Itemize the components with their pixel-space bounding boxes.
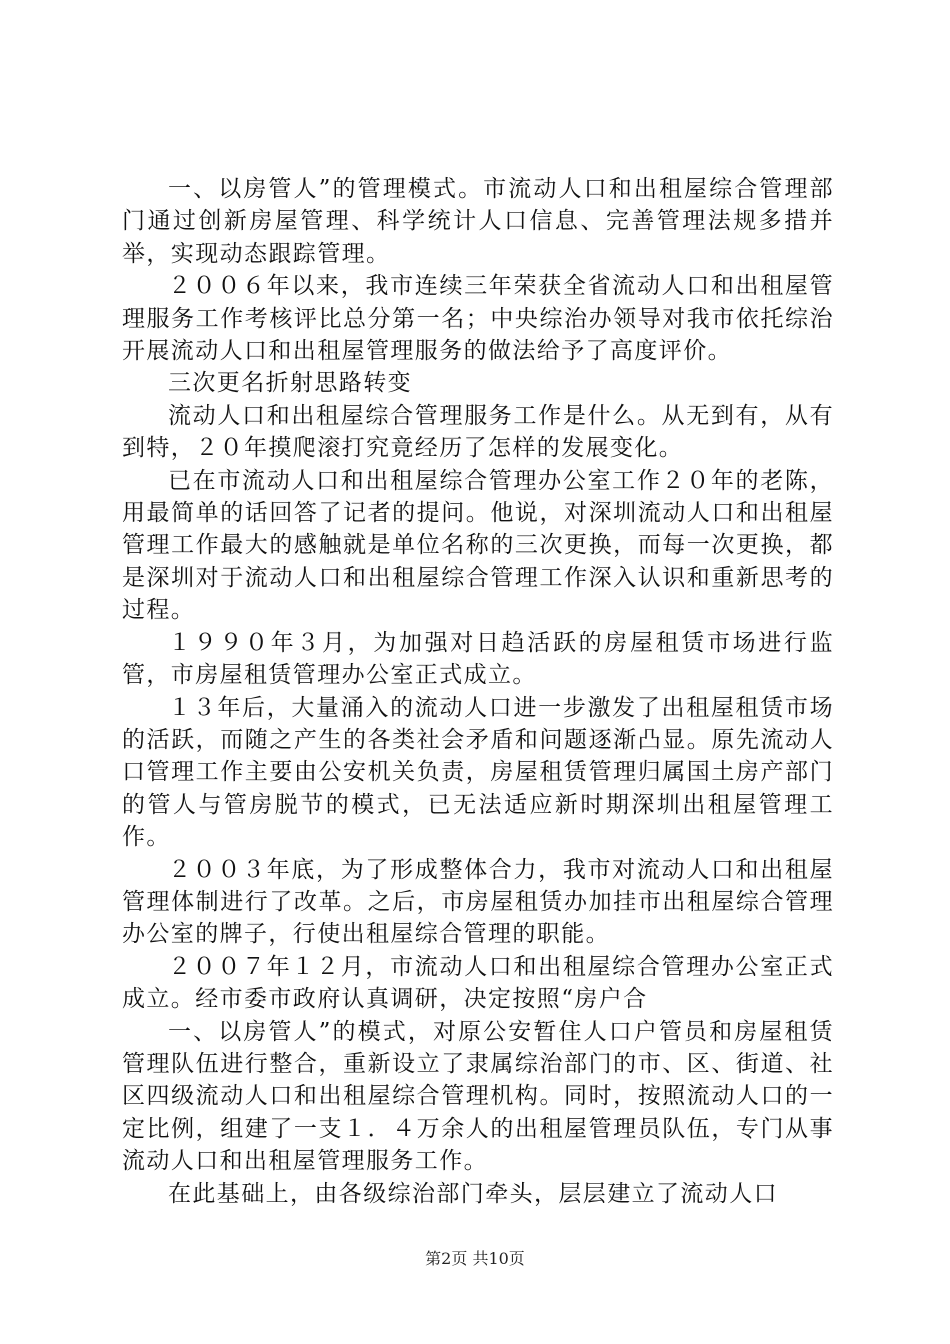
paragraph-9: 一、以房管人”的模式，对原公安暂住人口户管员和房屋租赁管理队伍进行整合，重新设立了隶属综治部门的市、区、街道、社区四级流动人口和出租屋综合管理机构。同时，按照流动人口的一定比例，组建了一支１．４万余人的出租屋管理员队伍，专门从事流动人口和出租屋管理服务工作。 [122, 1018, 834, 1175]
document-body [122, 173, 834, 1210]
paragraph-7: ２００３年底，为了形成整体合力，我市对流动人口和出租屋管理体制进行了改革。之后，市房屋租赁办加挂市出租屋综合管理办公室的牌子，行使出租屋综合管理的职能。 [122, 856, 834, 948]
paragraph-8: ２００７年１２月，市流动人口和出租屋综合管理办公室正式成立。经市委市政府认真调研，决定按照“房户合 [122, 953, 834, 1013]
paragraph-5: １９９０年３月，为加强对日趋活跃的房屋租赁市场进行监管，市房屋租赁管理办公室正式成立。 [122, 629, 834, 689]
page-footer: 第2页 共10页 [425, 1249, 525, 1268]
paragraph-2: ２００６年以来，我市连续三年荣获全省流动人口和出租屋管理服务工作考核评比总分第一名；中央综治办领导对我市依托综治开展流动人口和出租屋管理服务的做法给予了高度评价。 [122, 273, 834, 365]
paragraph-10: 在此基础上，由各级综治部门牵头，层层建立了流动人口 [168, 1180, 778, 1207]
section-heading: 三次更名折射思路转变 [168, 370, 412, 397]
paragraph-3: 流动人口和出租屋综合管理服务工作是什么。从无到有，从有到特，２０年摸爬滚打究竟经历了怎样的发展变化。 [122, 402, 834, 462]
paragraph-6: １３年后，大量涌入的流动人口进一步激发了出租屋租赁市场的活跃，而随之产生的各类社会矛盾和问题逐渐凸显。原先流动人口管理工作主要由公安机关负责，房屋租赁管理归属国土房产部门的管人与管房脱节的模式，已无法适应新时期深圳出租屋管理工作。 [122, 694, 834, 851]
paragraph-4: 已在市流动人口和出租屋综合管理办公室工作２０年的老陈，用最简单的话回答了记者的提问。他说，对深圳流动人口和出租屋管理工作最大的感触就是单位名称的三次更换，而每一次更换，都是深圳对于流动人口和出租屋综合管理工作深入认识和重新思考的过程。 [122, 467, 834, 624]
paragraph-1: 一、以房管人”的管理模式。市流动人口和出租屋综合管理部门通过创新房屋管理、科学统计人口信息、完善管理法规多措并举，实现动态跟踪管理。 [122, 176, 834, 267]
